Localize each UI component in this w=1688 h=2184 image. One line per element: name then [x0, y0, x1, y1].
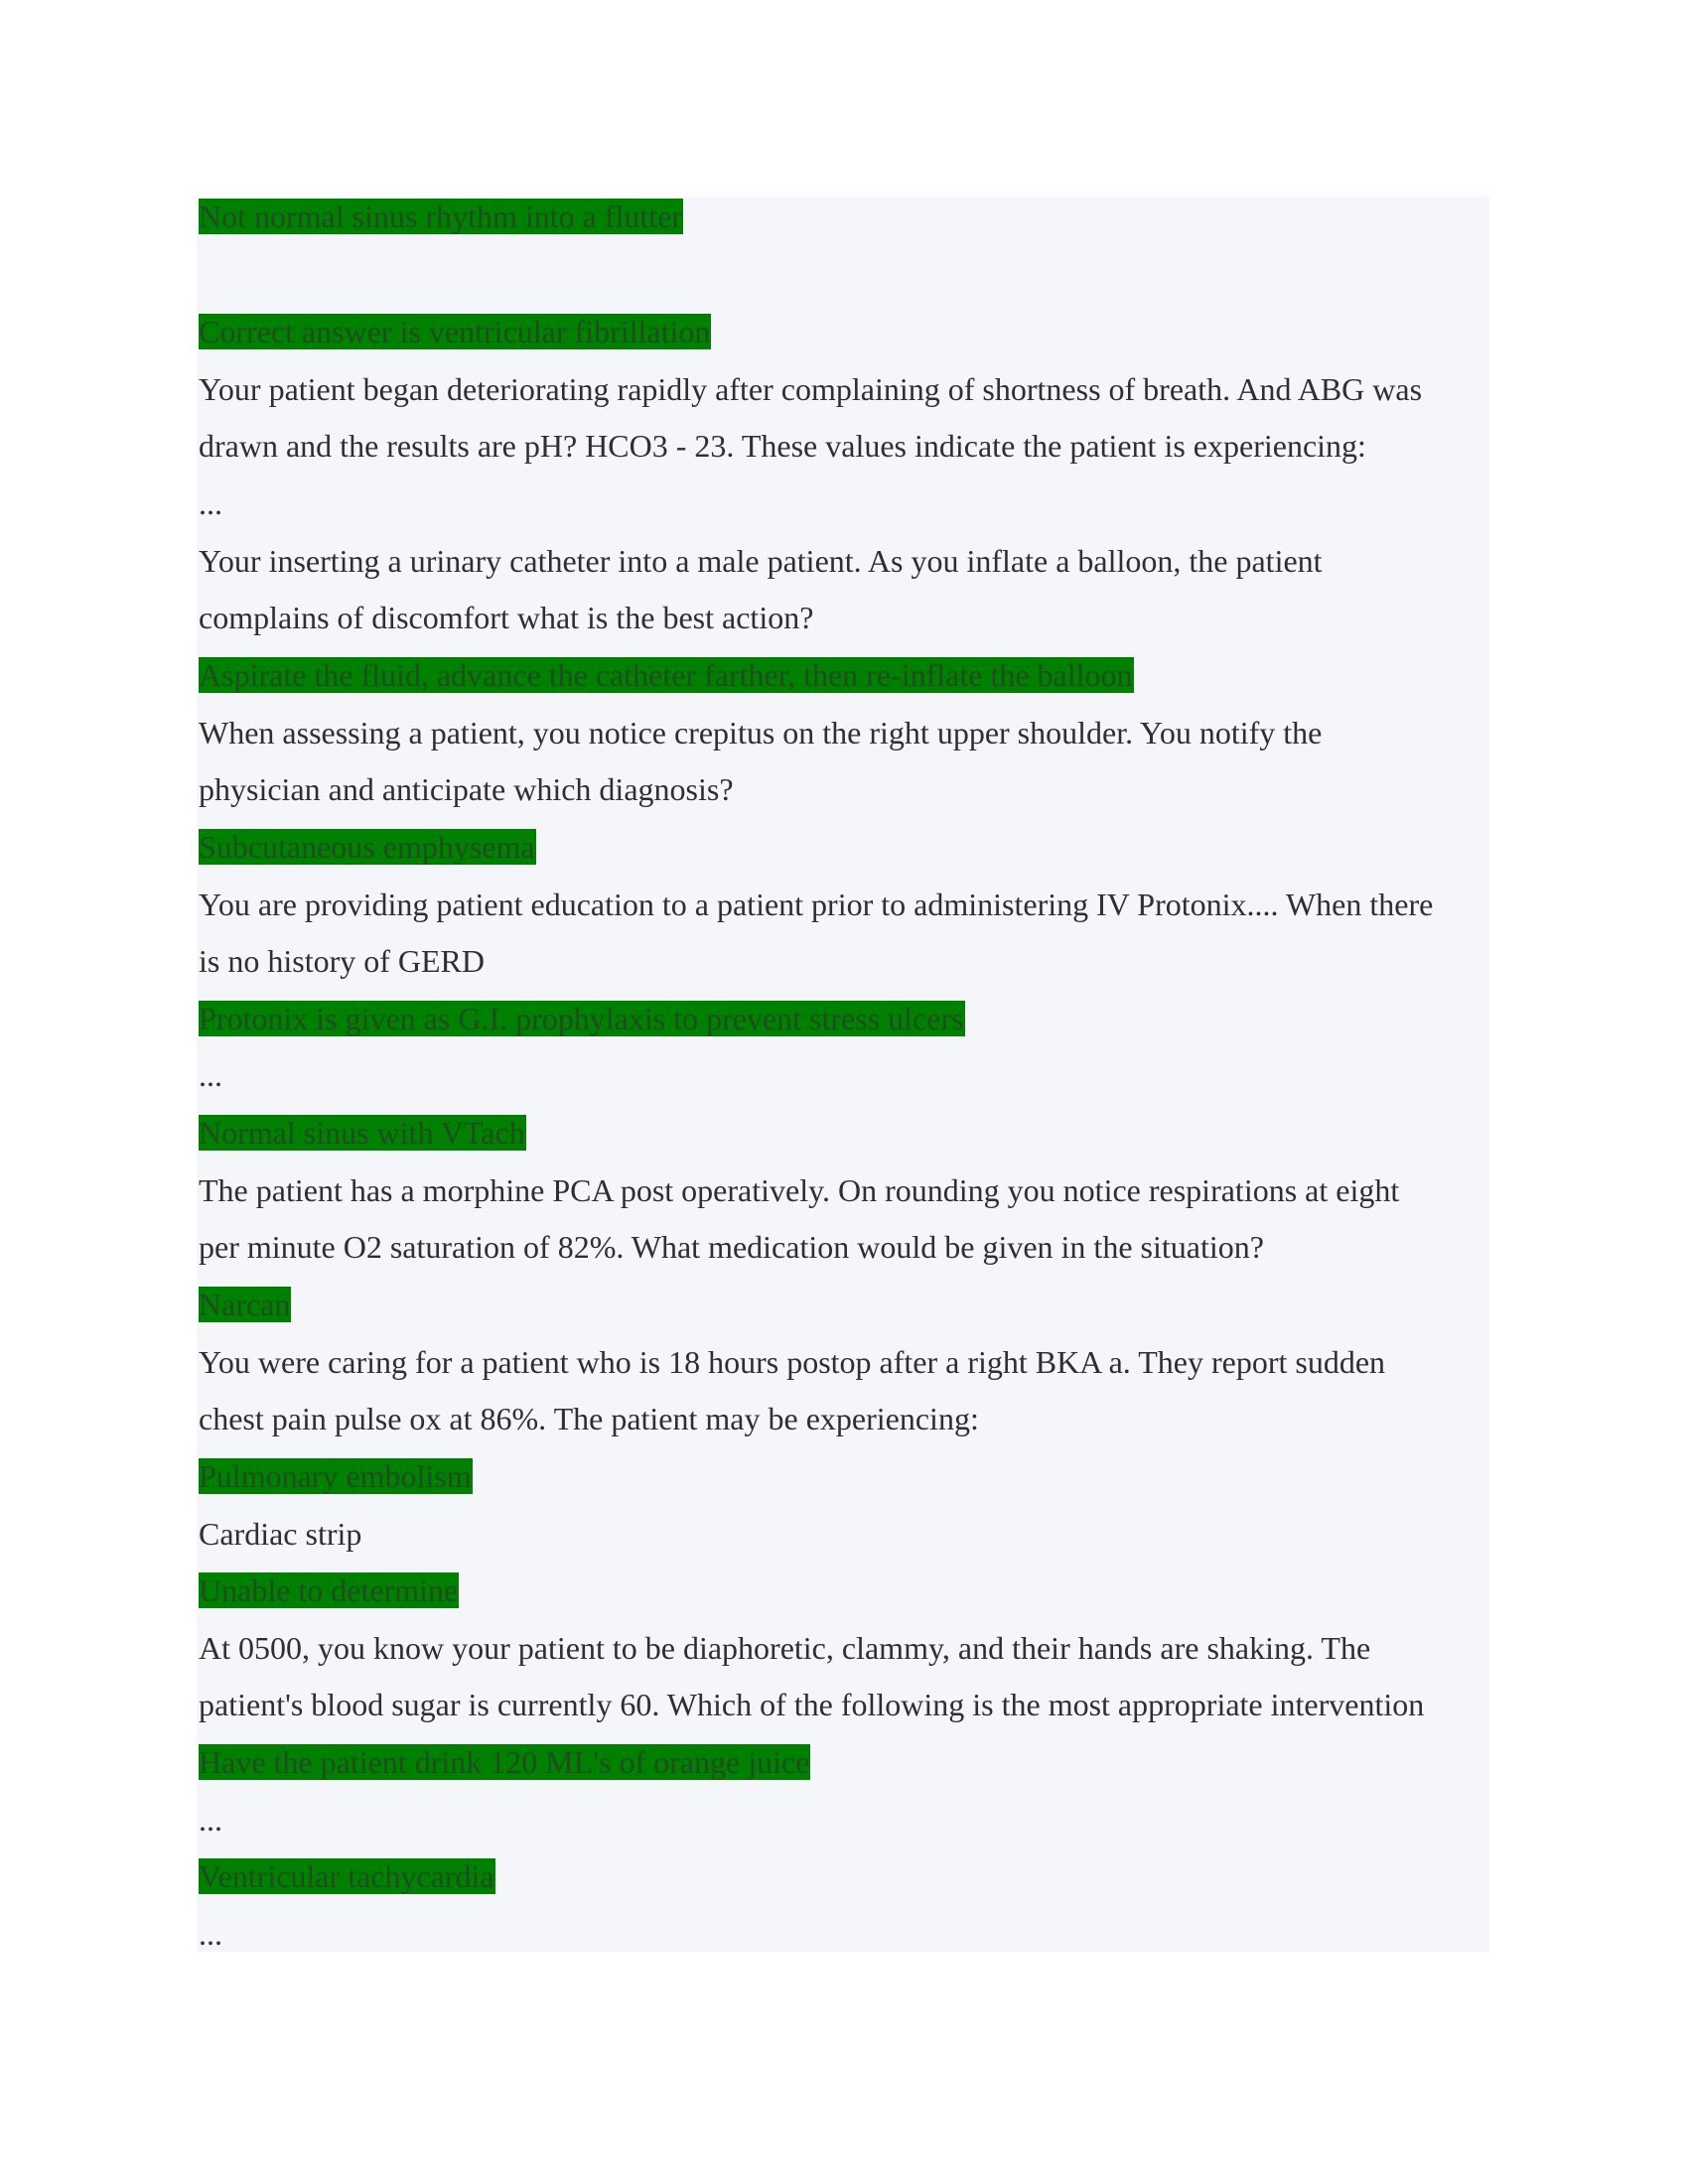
- text-line: [199, 769, 734, 809]
- ellipsis-text: ...: [199, 485, 222, 521]
- question-text: When assessing a patient, you notice crepitus on the right upper shoulder. You notify the: [199, 715, 1323, 751]
- highlighted-answer: Subcutaneous emphysema: [199, 829, 535, 865]
- text-line: [199, 1399, 979, 1438]
- text-line: [199, 598, 813, 637]
- question-text: The patient has a morphine PCA post operatively. On rounding you notice respirations at eight: [199, 1172, 1400, 1208]
- question-text: Cardiac strip: [199, 1516, 362, 1552]
- highlighted-answer: Normal sinus with VTach: [199, 1115, 525, 1151]
- ellipsis-text: ...: [199, 1802, 222, 1838]
- ellipsis-text: ...: [199, 1057, 222, 1093]
- text-line: [199, 1456, 473, 1496]
- text-line: [199, 941, 485, 981]
- question-text: patient's blood sugar is currently 60. Which of the following is the most appropriate intervention: [199, 1687, 1425, 1722]
- text-line: [199, 1170, 1399, 1210]
- text-line: [199, 1514, 361, 1554]
- text-line: [199, 885, 1433, 924]
- highlighted-answer: Have the patient drink 120 ML's of orange juice: [199, 1744, 810, 1780]
- highlighted-answer: Not normal sinus rhythm into a flutter: [199, 199, 683, 234]
- question-text: is no history of GERD: [199, 943, 485, 979]
- highlighted-answer: Correct answer is ventricular fibrillation: [199, 314, 711, 349]
- highlighted-answer: Ventricular tachycardia: [199, 1858, 494, 1894]
- text-line: [199, 312, 711, 351]
- text-line: [199, 1227, 1264, 1267]
- text-line: [199, 541, 1323, 581]
- question-text: You are providing patient education to a patient prior to administering IV Protonix.... When there: [199, 887, 1434, 922]
- text-line: [199, 1628, 1370, 1668]
- text-line: [199, 713, 1322, 752]
- text-line: [199, 369, 1422, 409]
- text-line: [199, 1856, 495, 1896]
- text-line: [199, 1742, 810, 1782]
- text-line: [199, 1113, 526, 1153]
- text-line: [199, 1055, 222, 1095]
- text-line: [199, 999, 965, 1038]
- text-line: [199, 1800, 222, 1840]
- ellipsis-text: ...: [199, 1916, 222, 1952]
- highlighted-answer: Narcan: [199, 1287, 291, 1322]
- text-line: [199, 483, 222, 523]
- question-text: physician and anticipate which diagnosis?: [199, 771, 734, 807]
- question-text: drawn and the results are pH? HCO3 - 23. These values indicate the patient is experiencing:: [199, 428, 1366, 464]
- highlighted-answer: Aspirate the fluid, advance the catheter farther, then re-inflate the balloon: [199, 657, 1133, 693]
- question-text: At 0500, you know your patient to be diaphoretic, clammy, and their hands are shaking. The: [199, 1630, 1371, 1666]
- text-line: [199, 197, 683, 236]
- highlighted-answer: Protonix is given as G.I. prophylaxis to prevent stress ulcers: [199, 1001, 964, 1036]
- question-text: Your patient began deteriorating rapidly after complaining of shortness of breath. And ABG was: [199, 371, 1423, 407]
- text-line: [199, 1342, 1385, 1382]
- text-line: [199, 1914, 222, 1954]
- question-text: Your inserting a urinary catheter into a male patient. As you inflate a balloon, the patient: [199, 543, 1323, 579]
- text-line: [199, 1285, 291, 1324]
- text-line: [199, 426, 1366, 466]
- text-line: [199, 827, 536, 867]
- question-text: complains of discomfort what is the best action?: [199, 600, 814, 635]
- text-line: [199, 1685, 1424, 1724]
- text-line: [199, 1570, 459, 1610]
- text-line: [199, 655, 1134, 695]
- highlighted-answer: Pulmonary embolism: [199, 1458, 472, 1494]
- question-text: You were caring for a patient who is 18 hours postop after a right BKA a. They report sudden: [199, 1344, 1386, 1380]
- question-text: per minute O2 saturation of 82%. What medication would be given in the situation?: [199, 1229, 1264, 1265]
- highlighted-answer: Unable to determine: [199, 1572, 459, 1608]
- question-text: chest pain pulse ox at 86%. The patient may be experiencing:: [199, 1401, 979, 1436]
